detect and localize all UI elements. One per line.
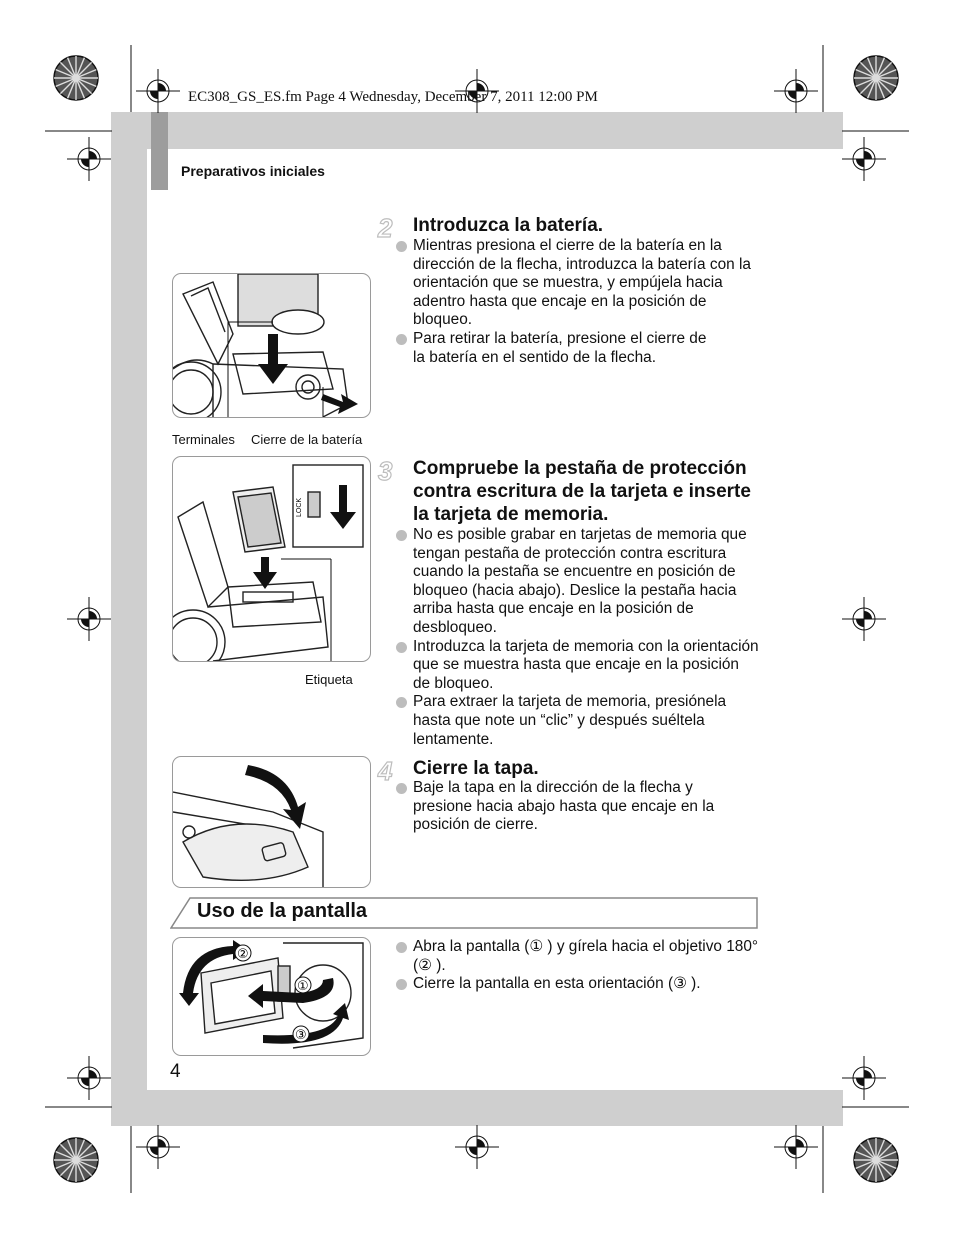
memory-card-illustration — [172, 456, 371, 662]
color-bar-starburst-icon — [854, 1138, 898, 1182]
crosshair-icon — [67, 137, 111, 181]
bullet-item: Para retirar la batería, presione el cierre de la batería en el sentido de la flecha. — [395, 330, 760, 367]
close-cover-illustration — [172, 756, 371, 888]
bullet-item: Introduzca la tarjeta de memoria con la orientación que se muestra hasta que encaje en la posición de bloqueo. — [395, 638, 760, 694]
crosshair-icon — [136, 1125, 180, 1169]
bullet-item: Mientras presiona el cierre de la batería en la dirección de la flecha, introduzca la batería con la orientación que se muestra, y empújela hacia adentro hasta que encaje en la posición de bloqueo. — [395, 237, 760, 330]
step-number: 3 — [378, 456, 393, 486]
screen-bullet-list — [395, 938, 760, 994]
bullet-item: Cierre la pantalla en esta orientación (③ ). — [395, 975, 760, 994]
lock-label: LOCK — [296, 497, 303, 517]
crosshair-icon — [136, 69, 180, 113]
crosshair-icon — [455, 1125, 499, 1169]
step-bullet-list — [395, 526, 760, 749]
step-bullet-list — [395, 237, 760, 367]
marker-3: ③ — [295, 1028, 307, 1043]
marker-2: ② — [237, 947, 249, 962]
label-card-sticker: Etiqueta — [305, 672, 353, 687]
step-title: Cierre la tapa. — [413, 758, 539, 779]
color-bar-starburst-icon — [54, 1138, 98, 1182]
crosshair-icon — [67, 1056, 111, 1100]
battery-illustration — [172, 273, 371, 418]
bullet-item: Baje la tapa en la dirección de la flecha y presione hacia abajo hasta que encaje en la posición de cierre. — [395, 779, 760, 835]
section-title: Uso de la pantalla — [197, 900, 368, 922]
bullet-item: Abra la pantalla (① ) y gírela hacia el objetivo 180° (② ). — [395, 938, 760, 975]
crosshair-icon — [774, 69, 818, 113]
step-number: 2 — [378, 213, 393, 243]
crosshair-icon — [774, 1125, 818, 1169]
bullet-item: Para extraer la tarjeta de memoria, presiónela hasta que note un “clic” y después suéltela lentamente. — [395, 693, 760, 749]
step-title: Compruebe la pestaña de protección contra escritura de la tarjeta e inserte la tarjeta de memoria. — [413, 458, 751, 525]
color-bar-starburst-icon — [854, 56, 898, 100]
page-number: 4 — [170, 1061, 181, 1082]
bullet-item: No es posible grabar en tarjetas de memoria que tengan pestaña de protección contra escritura cuando la pestaña se encuentre en posición de bloqueo (hacia abajo). Deslice la pestaña hacia arriba hasta que encaje en la posición de desbloqueo. — [395, 526, 760, 638]
color-bar-starburst-icon — [54, 56, 98, 100]
label-battery-lock: Cierre de la batería — [251, 432, 363, 447]
section-label: Preparativos iniciales — [181, 163, 325, 179]
crosshair-icon — [842, 597, 886, 641]
marker-1: ① — [297, 979, 309, 994]
screen-rotation-illustration — [172, 937, 371, 1056]
step-bullet-list — [395, 779, 760, 835]
print-header-line: EC308_GS_ES.fm Page 4 Wednesday, December 7, 2011 12:00 PM — [188, 89, 598, 105]
step-title: Introduzca la batería. — [413, 215, 604, 236]
crosshair-icon — [842, 137, 886, 181]
crosshair-icon — [842, 1056, 886, 1100]
label-terminals: Terminales — [172, 432, 235, 447]
crosshair-icon — [67, 597, 111, 641]
step-number: 4 — [378, 756, 393, 786]
